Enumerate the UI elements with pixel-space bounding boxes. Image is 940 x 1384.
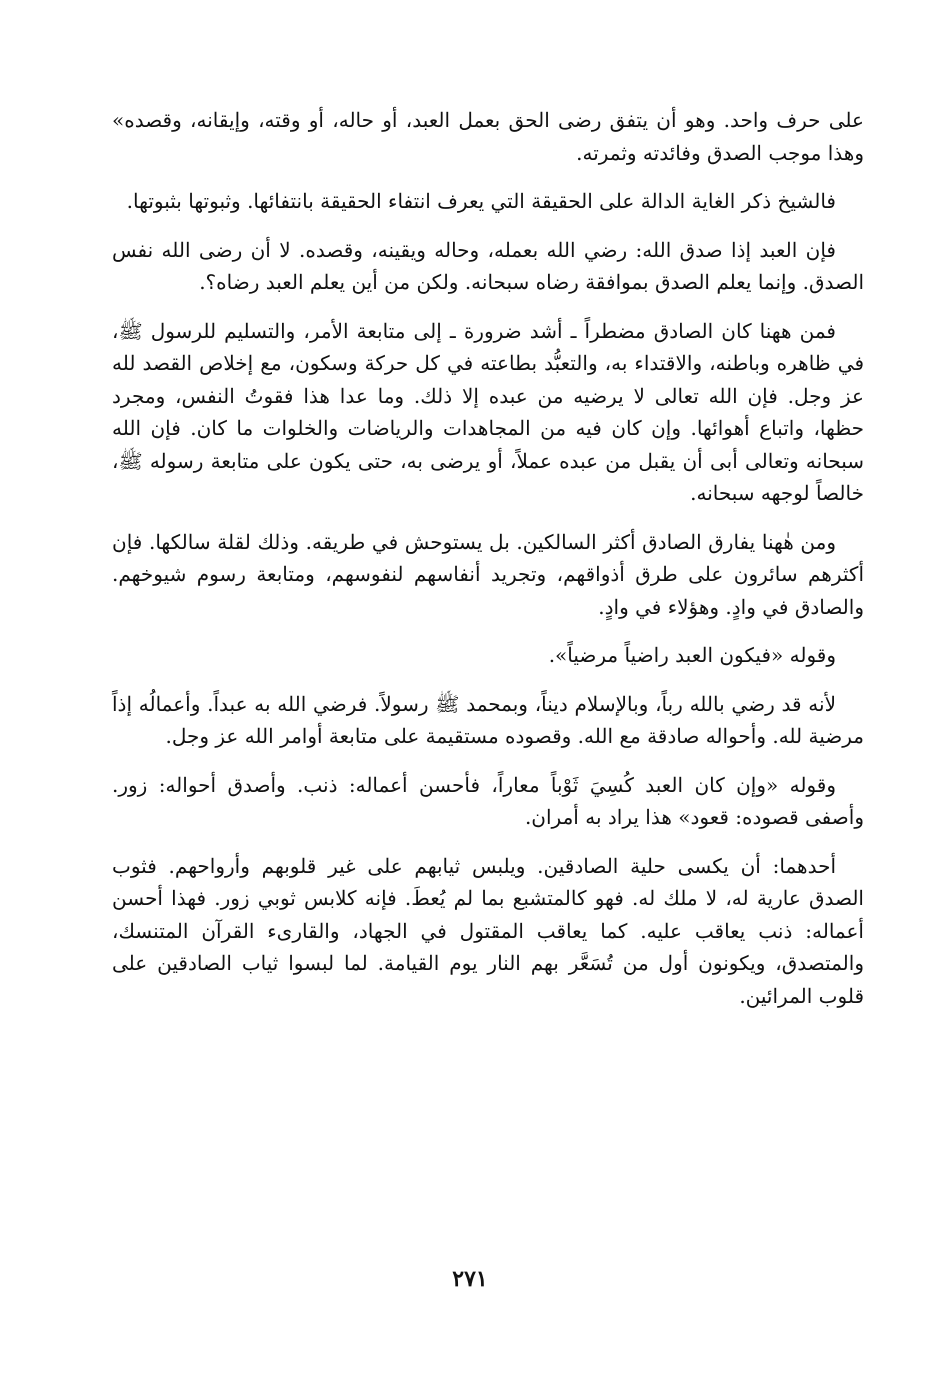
paragraph: فالشيخ ذكر الغاية الدالة على الحقيقة التي يعرف انتفاء الحقيقة بانتفائها. وثبوتها بثبوتها.: [126, 189, 836, 213]
paragraph: فإن العبد إذا صدق الله: رضي الله بعمله، وحاله ويقينه، وقصده. لا أن رضى الله نفس الصدق. وإنما يعلم الصدق بموافقة رضاه سبحانه. ولكن من أين يعلم العبد رضاه؟.: [112, 237, 864, 294]
paragraph: وقوله «وإن كان العبد كُسِيَ ثَوْباً معاراً، فأحسن أعماله: ذنب. وأصدق أحواله: زور. وأصفى قصوده: قعود» هذا يراد به أمران.: [112, 772, 864, 829]
page-body-text: [112, 104, 864, 1028]
paragraph: فمن ههنا كان الصادق مضطراً ـ أشد ضرورة ـ إلى متابعة الأمر، والتسليم للرسول ﷺ، في ظاهره وباطنه، والاقتداء به، والتعبُّد بطاعته في كل حركة وسكون، مع إخلاص القصد لله عز وجل. فإن الله تعالى لا يرضيه من عبده إلا ذلك. وما عدا هذا فقوتُ النفس، ومجرد حظها، واتباع أهوائها. وإن كان فيه من المجاهدات والرياضات والخلوات ما كان. فإن الله سبحانه وتعالى أبى أن يقبل من عبده عملاً، أو يرضى به، حتى يكون على متابعة رسوله ﷺ، خالصاً لوجهه سبحانه.: [112, 318, 864, 505]
paragraph: على حرف واحد. وهو أن يتفق رضى الحق بعمل العبد، أو حاله، أو وقته، وإيقانه، وقصده» وهذا موجب الصدق وفائدته وثمرته.: [112, 108, 864, 165]
paragraph: لأنه قد رضي بالله رباً، وبالإسلام ديناً، وبمحمد ﷺ رسولاً. فرضي الله به عبداً. وأعمالُه إذاً مرضية لله. وأحواله صادقة مع الله. وقصوده مستقيمة على متابعة أوامر الله عز وجل.: [112, 691, 864, 748]
paragraph: أحدهما: أن يكسى حلية الصادقين. ويلبس ثيابهم على غير قلوبهم وأرواحهم. فثوب الصدق عارية له، لا ملك له. فهو كالمتشبع بما لم يُعطَ. فإنه كلابس ثوبي زور. فهذا أحسن أعماله: ذنب يعاقب عليه. كما يعاقب المقتول في الجهاد، والقارىء القرآن المتنسك، والمتصدق، ويكونون أول من تُسَعَّر بهم النار يوم القيامة. لما لبسوا ثياب الصادقين على قلوب المرائين.: [112, 853, 864, 1008]
page-number: ٢٧١: [452, 1266, 488, 1292]
paragraph: وقوله «فيكون العبد راضياً مرضياً».: [548, 643, 836, 667]
paragraph: ومن هٰهنا يفارق الصادق أكثر السالكين. بل يستوحش في طريقه. وذلك لقلة سالكها. فإن أكثرهم سائرون على طرق أذواقهم، وتجريد أنفاسهم لنفوسهم، ومتابعة رسوم شيوخهم. والصادق في وادٍ. وهؤلاء في وادٍ.: [112, 529, 864, 619]
